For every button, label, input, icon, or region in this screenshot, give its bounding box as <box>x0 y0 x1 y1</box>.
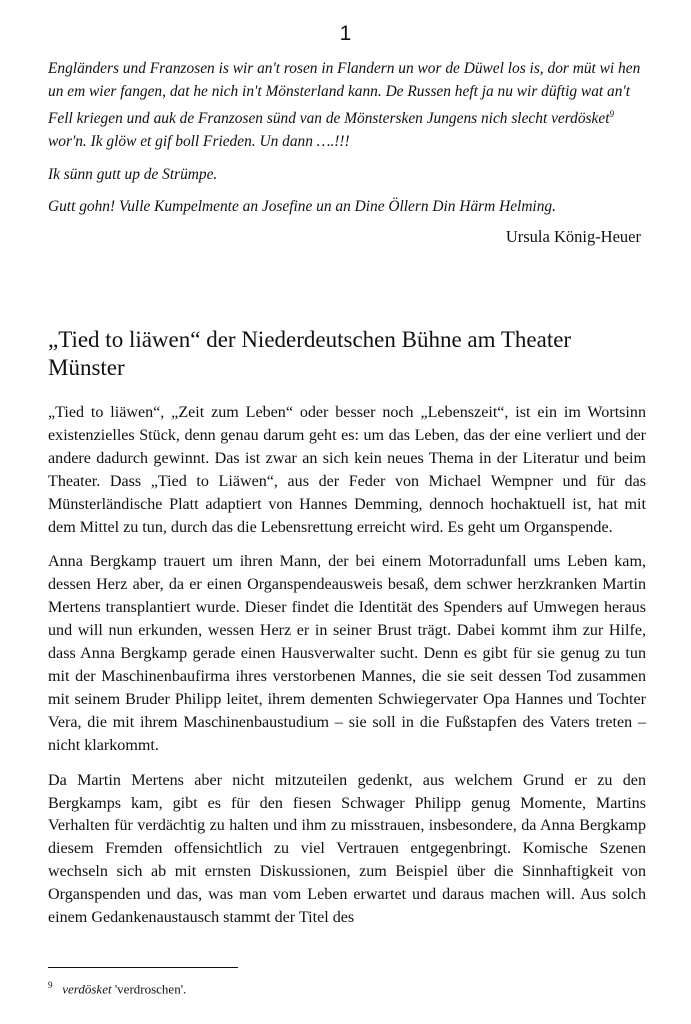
letter-excerpt <box>48 58 648 229</box>
letter-paragraph: Ik sünn gutt up de Strümpe. <box>48 165 218 183</box>
letter-paragraph <box>48 58 648 154</box>
footnote <box>48 980 186 997</box>
article-paragraph: Da Martin Mertens aber nicht mitzuteilen gedenkt, aus welchem Grund er zu den Bergkamps kam, gibt es für den fiesen Schwager Philipp genug Momente, Martins Verhalten für verdächtig zu halten und ihm zu misstrauen, insbesondere, da Anna Bergkamp diesem Fremden offensichtlich zu viel Vertrauen entgegenbringt. Komische Szenen wechseln sich ab mit ernsten Diskussionen, zum Beispiel über die Sinnhaftigkeit von Organspenden und das, was man vom Leben erwartet und daraus machen will. Aus solch einem Gedankenaustausch stammt der Titel des <box>48 771 646 927</box>
footnote-reference[interactable]: 9 <box>609 109 614 120</box>
author-signature: Ursula König-Heuer <box>505 227 641 246</box>
footnote-translation: 'verdroschen'. <box>114 981 187 997</box>
article-body <box>48 402 646 942</box>
footnote-term: verdösket <box>62 981 112 997</box>
article-paragraph: „Tied to liäwen“, „Zeit zum Leben“ oder besser noch „Lebenszeit“, ist ein im Wortsinn existenzielles Stück, denn genau darum geht es: um das Leben, das der eine verliert und der andere dadurch gewinnt. Das ist zwar an sich kein neues Thema in der Literatur und beim Theater. Dass „Tied to Liäwen“, aus der Feder von Michael Wempner und für das Münsterländische Platt adaptiert von Hannes Demming, dennoch hochaktuell ist, hat mit dem Mittel zu tun, durch das die Lebensrettung erreicht wird. Es geht um Organspende. <box>48 404 646 536</box>
article-paragraph: Anna Bergkamp trauert um ihren Mann, der bei einem Motorradunfall ums Leben kam, dessen Herz aber, da er einen Organspendeausweis besaß, dem schwer herzkranken Martin Mertens transplantiert wurde. Dieser findet die Identität des Spenders auf Umwegen heraus und will nun erkunden, wessen Herz er in seiner Brust trägt. Dabei kommt ihm zur Hilfe, dass Anna Bergkamp gerade einen Hausverwalter sucht. Denn es gibt für sie genug zu tun mit der Maschinenbaufirma ihres verstorbenen Mannes, die sie seit dessen Tod zusammen mit seinem Bruder Philipp leitet, ihrem dementen Schwiegervater Opa Hannes und Tochter Vera, die mit ihrem Maschinenbaustudium – sie soll in die Fußstapfen des Vaters treten – nicht klarkommt. <box>48 553 646 754</box>
letter-paragraph-text: Engländers und Franzosen is wir an't rosen in Flandern un wor de Düwel los is, dor müt wi hen un em wier fangen, dat he nich in't Mönsterland kann. De Russen heft ja nu wir düftig wat an't Fell kriegen und auk de Franzosen sünd van de Mönstersken Jungens nich slecht verdösket <box>48 60 641 128</box>
footnote-number: 9 <box>48 980 53 990</box>
page-number: 1 <box>339 22 352 45</box>
letter-paragraph: Gutt gohn! Vulle Kumpelmente an Josefine un an Dine Öllern Din Härm Helming. <box>48 198 556 216</box>
letter-paragraph-tail: wor'n. Ik glöw et gif boll Frieden. Un dann ….!!! <box>48 132 350 150</box>
footnote-divider <box>48 967 238 968</box>
article-title: „Tied to liäwen“ der Niederdeutschen Bühne am Theater Münster <box>48 327 572 380</box>
